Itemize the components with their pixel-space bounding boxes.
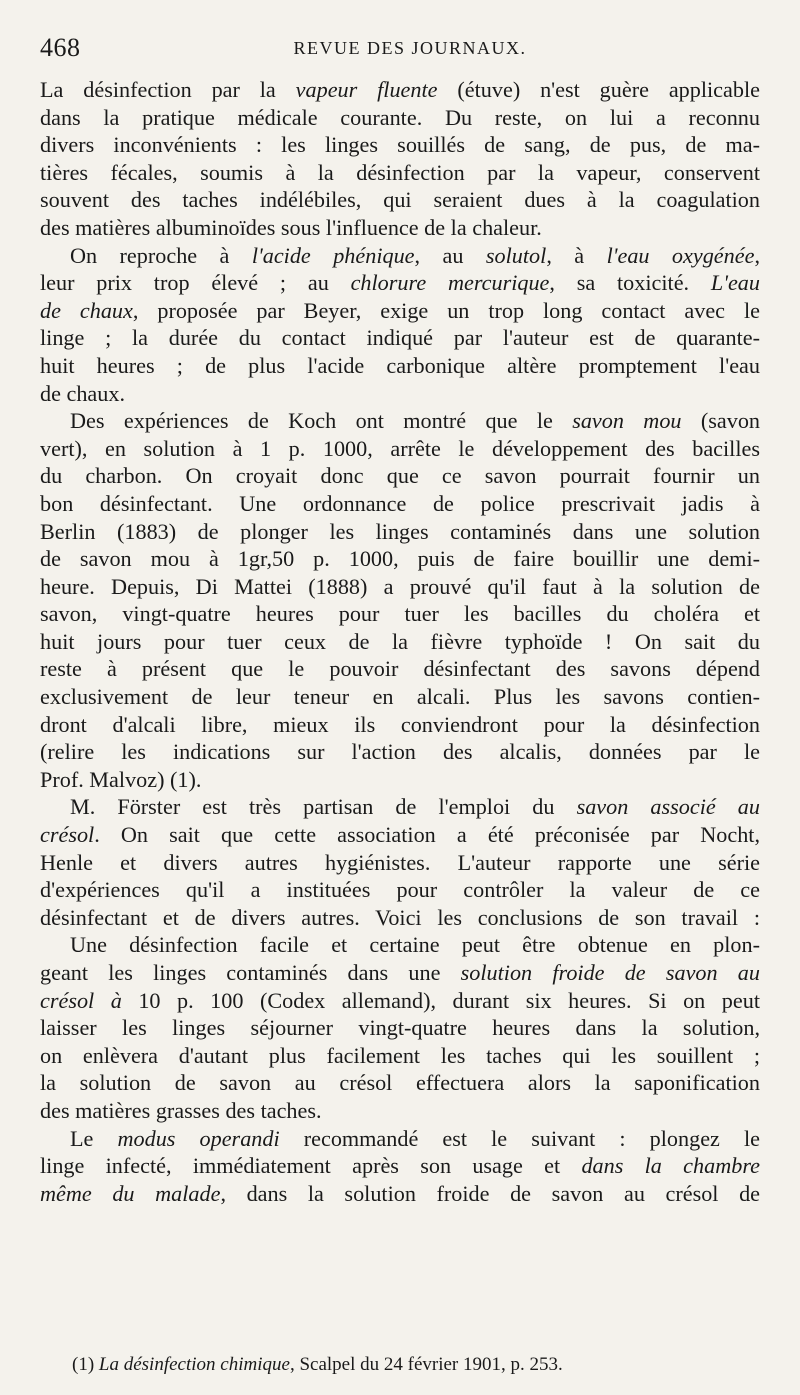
text-line <box>40 1069 760 1097</box>
text-run: savon, vingt-quatre heures pour tuer les bacilles du choléra et <box>40 601 760 627</box>
body-text <box>40 76 760 1207</box>
text-run: exclusivement de leur teneur en alcali. Plus les savons contien- <box>40 684 760 710</box>
text-line <box>40 407 760 435</box>
italic-run: de chaux <box>40 297 133 323</box>
text-run: laisser les linges séjourner vingt-quatre heures dans la solution, <box>40 1015 760 1041</box>
text-line <box>40 876 760 904</box>
text-run: de chaux. <box>40 380 126 406</box>
italic-run: solutol <box>485 242 547 268</box>
text-line <box>40 1014 760 1042</box>
text-run: linge ; la durée du contact indiqué par l'auteur est de quarante- <box>40 325 760 351</box>
text-line <box>40 655 760 683</box>
text-line <box>40 214 760 242</box>
text-line <box>40 159 760 187</box>
italic-run: modus operandi <box>117 1125 280 1151</box>
text-run: recommandé est le suivant : plongez le <box>279 1125 761 1151</box>
text-line <box>40 76 760 104</box>
text-run: d'expériences qu'il a instituées pour contrôler la valeur de ce <box>40 877 760 903</box>
text-run: linge infecté, immédiatement après son usage et <box>40 1153 582 1179</box>
italic-run: l'acide phénique <box>251 242 415 268</box>
text-run: Prof. Malvoz) (1). <box>40 766 202 792</box>
italic-run: dans la chambre <box>581 1153 760 1179</box>
italic-run: savon associé au <box>576 794 760 820</box>
text-run: huit jours pour tuer ceux de la fièvre typhoïde ! On sait du <box>40 628 760 654</box>
text-line <box>40 242 760 270</box>
text-run: 10 p. 100 (Codex allemand), durant six heures. Si on peut <box>121 987 760 1013</box>
text-run: vert), en solution à 1 p. 1000, arrête le développement des bacilles <box>40 435 760 461</box>
text-run: dront d'alcali libre, mieux ils conviendront pour la désinfection <box>40 711 760 737</box>
text-line <box>40 959 760 987</box>
text-run: (étuve) n'est guère applicable <box>437 77 760 102</box>
text-run: dans la pratique médicale courante. Du reste, on lui a reconnu <box>40 104 760 130</box>
text-run: de savon mou à 1gr,50 p. 1000, puis de faire bouillir une demi- <box>40 546 760 572</box>
text-line <box>40 931 760 959</box>
footnote-title: La désinfection chimique <box>98 1354 290 1375</box>
text-run: , sa toxicité. <box>549 270 711 296</box>
text-run: désinfectant et de divers autres. Voici les conclusions de son travail : <box>40 904 760 930</box>
italic-run: savon mou <box>572 408 682 434</box>
text-line <box>40 849 760 877</box>
text-run: . On sait que cette association a été préconisée par Nocht, <box>94 822 760 848</box>
text-run: bon désinfectant. Une ordonnance de police prescrivait jadis à <box>40 490 760 516</box>
footnote-marker: (1) <box>72 1354 99 1375</box>
text-line <box>40 518 760 546</box>
text-line <box>40 490 760 518</box>
text-run: , dans la solution froide de savon au crésol de <box>220 1180 761 1206</box>
text-run: huit heures ; de plus l'acide carbonique altère promptement l'eau <box>40 352 760 378</box>
italic-run: crésol <box>40 822 95 848</box>
text-line <box>40 683 760 711</box>
text-run: des matières albuminoïdes sous l'influence de la chaleur. <box>40 214 542 240</box>
text-run: (relire les indications sur l'action des alcalis, données par le <box>40 739 760 765</box>
text-line <box>40 1180 760 1208</box>
running-head: REVUE DES JOURNAUX. <box>293 38 527 58</box>
text-run: Le <box>70 1125 118 1151</box>
text-run: Une désinfection facile et certaine peut être obtenue en plon- <box>70 932 760 958</box>
text-line <box>40 1042 760 1070</box>
italic-run: crésol à <box>40 987 122 1013</box>
text-run: La désinfection par la <box>40 77 296 102</box>
text-line <box>40 380 760 408</box>
text-line <box>40 1152 760 1180</box>
italic-run: solution froide de savon au <box>460 960 760 985</box>
text-run: des matières grasses des taches. <box>40 1097 322 1123</box>
text-run: divers inconvénients : les linges souillés de sang, de pus, de ma- <box>40 132 760 158</box>
text-line <box>40 297 760 325</box>
text-line <box>40 324 760 352</box>
italic-run: chlorure mercurique <box>350 270 550 296</box>
text-run: la solution de savon au crésol effectuera alors la saponification <box>40 1070 760 1096</box>
text-line <box>40 987 760 1015</box>
page-number: 468 <box>40 33 81 62</box>
text-run: Berlin (1883) de plonger les linges contaminés dans une solution <box>40 518 760 544</box>
text-line <box>40 352 760 380</box>
text-line <box>40 269 760 297</box>
text-run: On reproche à <box>70 242 252 268</box>
text-line <box>40 573 760 601</box>
text-line <box>40 904 760 932</box>
text-run: heure. Depuis, Di Mattei (1888) a prouvé qu'il faut à la solution de <box>40 573 760 599</box>
text-line <box>40 1125 760 1153</box>
text-run: on enlèvera d'autant plus facilement les taches qui les souillent ; <box>40 1042 760 1068</box>
text-line <box>40 545 760 573</box>
text-run: souvent des taches indélébiles, qui seraient dues à la coagulation <box>40 187 760 213</box>
text-line <box>40 104 760 132</box>
text-line <box>40 600 760 628</box>
text-run: Henle et divers autres hygiénistes. L'auteur rapporte une série <box>40 849 760 875</box>
text-run: geant les linges contaminés dans une <box>40 960 461 985</box>
text-run: reste à présent que le pouvoir désinfectant des savons dépend <box>40 656 760 682</box>
text-line <box>40 821 760 849</box>
footnote-reference: , Scalpel du 24 février 1901, p. 253. <box>289 1354 563 1375</box>
text-line <box>40 766 760 794</box>
text-run: M. Förster est très partisan de l'emploi du <box>70 794 577 820</box>
text-line <box>40 738 760 766</box>
text-run: (savon <box>681 408 761 434</box>
footnote <box>72 1353 762 1377</box>
text-line <box>40 711 760 739</box>
text-line <box>40 793 760 821</box>
text-line <box>40 628 760 656</box>
italic-run: même du malade <box>40 1180 221 1206</box>
page-header <box>40 33 760 67</box>
text-line <box>40 1097 760 1125</box>
text-run: Des expériences de Koch ont montré que le <box>70 408 573 434</box>
italic-run: L'eau <box>710 270 760 296</box>
text-line <box>40 131 760 159</box>
text-run: tières fécales, soumis à la désinfection par la vapeur, conservent <box>40 159 760 185</box>
text-run: leur prix trop élevé ; au <box>40 270 351 296</box>
text-line <box>40 435 760 463</box>
text-line <box>40 462 760 490</box>
text-run: , à <box>546 242 607 268</box>
text-run: , au <box>414 242 486 268</box>
text-run: , proposée par Beyer, exige un trop long contact avec le <box>132 297 760 323</box>
text-run: du charbon. On croyait donc que ce savon pourrait fournir un <box>40 463 760 489</box>
italic-run: l'eau oxygénée <box>606 242 755 268</box>
italic-run: vapeur fluente <box>295 77 438 102</box>
text-run: , <box>754 242 760 268</box>
text-line <box>40 186 760 214</box>
